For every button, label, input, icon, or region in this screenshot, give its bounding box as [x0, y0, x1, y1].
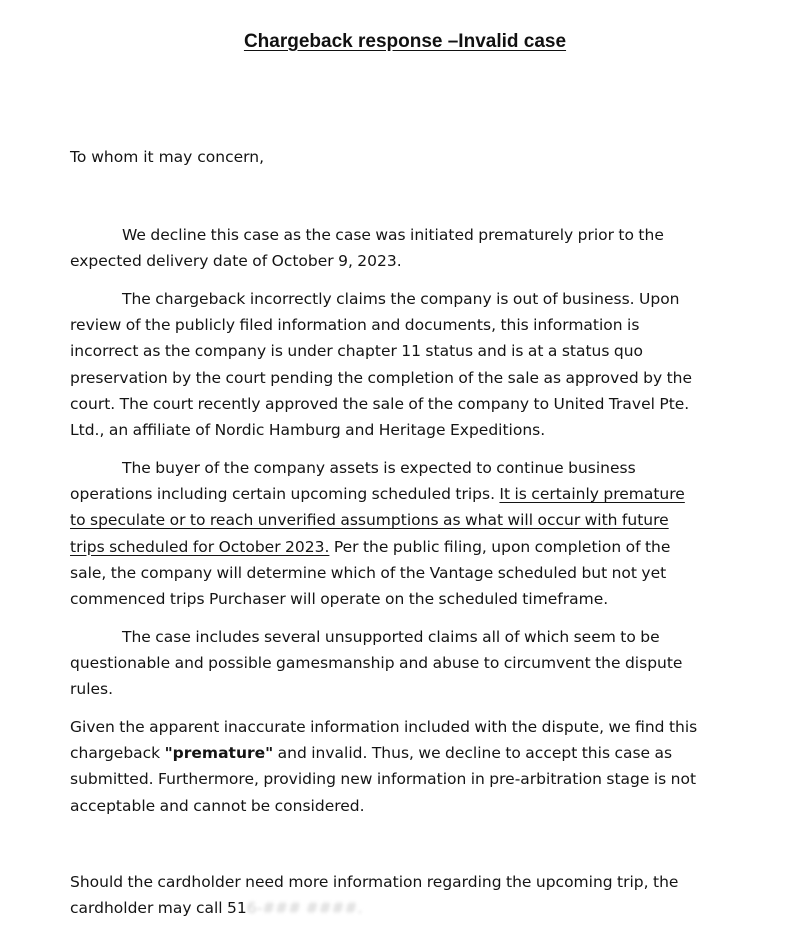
paragraph-line: The buyer of the company assets is expected to continue business	[122, 459, 636, 477]
paragraph-contact	[70, 869, 750, 921]
paragraph-line: cardholder may call 51	[70, 899, 247, 918]
paragraph-conclusion	[70, 714, 750, 819]
paragraph-out-of-business-claim	[70, 286, 750, 443]
paragraph-line: We decline this case as the case was initiated prematurely prior to the	[122, 226, 664, 244]
paragraph-line: incorrect as the company is under chapter 11 status and is at a status quo	[70, 342, 644, 361]
paragraph-line: sale, the company will determine which of the Vantage scheduled but not yet	[70, 563, 667, 582]
redacted-phone-number: 6-### ####.	[246, 899, 363, 918]
salutation: To whom it may concern,	[70, 148, 264, 166]
paragraph-line: preservation by the court pending the completion of the sale as approved by the	[70, 368, 693, 387]
paragraph-line: Ltd., an affiliate of Nordic Hamburg and Heritage Expeditions.	[70, 421, 546, 440]
paragraph-line: acceptable and cannot be considered.	[70, 796, 365, 815]
paragraph-premature-initiation	[70, 222, 750, 274]
paragraph-line: Should the cardholder need more information regarding the upcoming trip, the	[70, 873, 679, 891]
paragraph-line: review of the publicly filed information and documents, this information is	[70, 316, 640, 335]
paragraph-line: rules.	[70, 680, 114, 699]
paragraph-line: chargeback	[70, 744, 165, 763]
paragraph-line: Given the apparent inaccurate information included with the dispute, we find this	[70, 718, 698, 736]
paragraph-line: operations including certain upcoming scheduled trips.	[70, 485, 500, 504]
underlined-statement: to speculate or to reach unverified assumptions as what will occur with future	[70, 511, 669, 530]
paragraph-unsupported-claims	[70, 624, 750, 703]
paragraph-line: questionable and possible gamesmanship and abuse to circumvent the dispute	[70, 654, 683, 673]
document-title: Chargeback response –Invalid case	[243, 31, 567, 52]
paragraph-line: The case includes several unsupported claims all of which seem to be	[122, 628, 660, 646]
paragraph-line: The chargeback incorrectly claims the company is out of business. Upon	[122, 290, 680, 308]
paragraph-line: submitted. Furthermore, providing new information in pre-arbitration stage is not	[70, 770, 697, 789]
bold-premature: "premature"	[164, 744, 274, 763]
paragraph-line: expected delivery date of October 9, 2023.	[70, 252, 402, 271]
underlined-statement: trips scheduled for October 2023.	[70, 537, 330, 556]
paragraph-line: and invalid. Thus, we decline to accept this case as	[273, 744, 673, 763]
underlined-statement: It is certainly premature	[499, 485, 685, 504]
paragraph-line: court. The court recently approved the sale of the company to United Travel Pte.	[70, 394, 690, 413]
paragraph-line: commenced trips Purchaser will operate on the scheduled timeframe.	[70, 590, 609, 609]
paragraph-line: Per the public filing, upon completion of the	[329, 537, 671, 556]
paragraph-buyer-operations	[70, 455, 750, 612]
